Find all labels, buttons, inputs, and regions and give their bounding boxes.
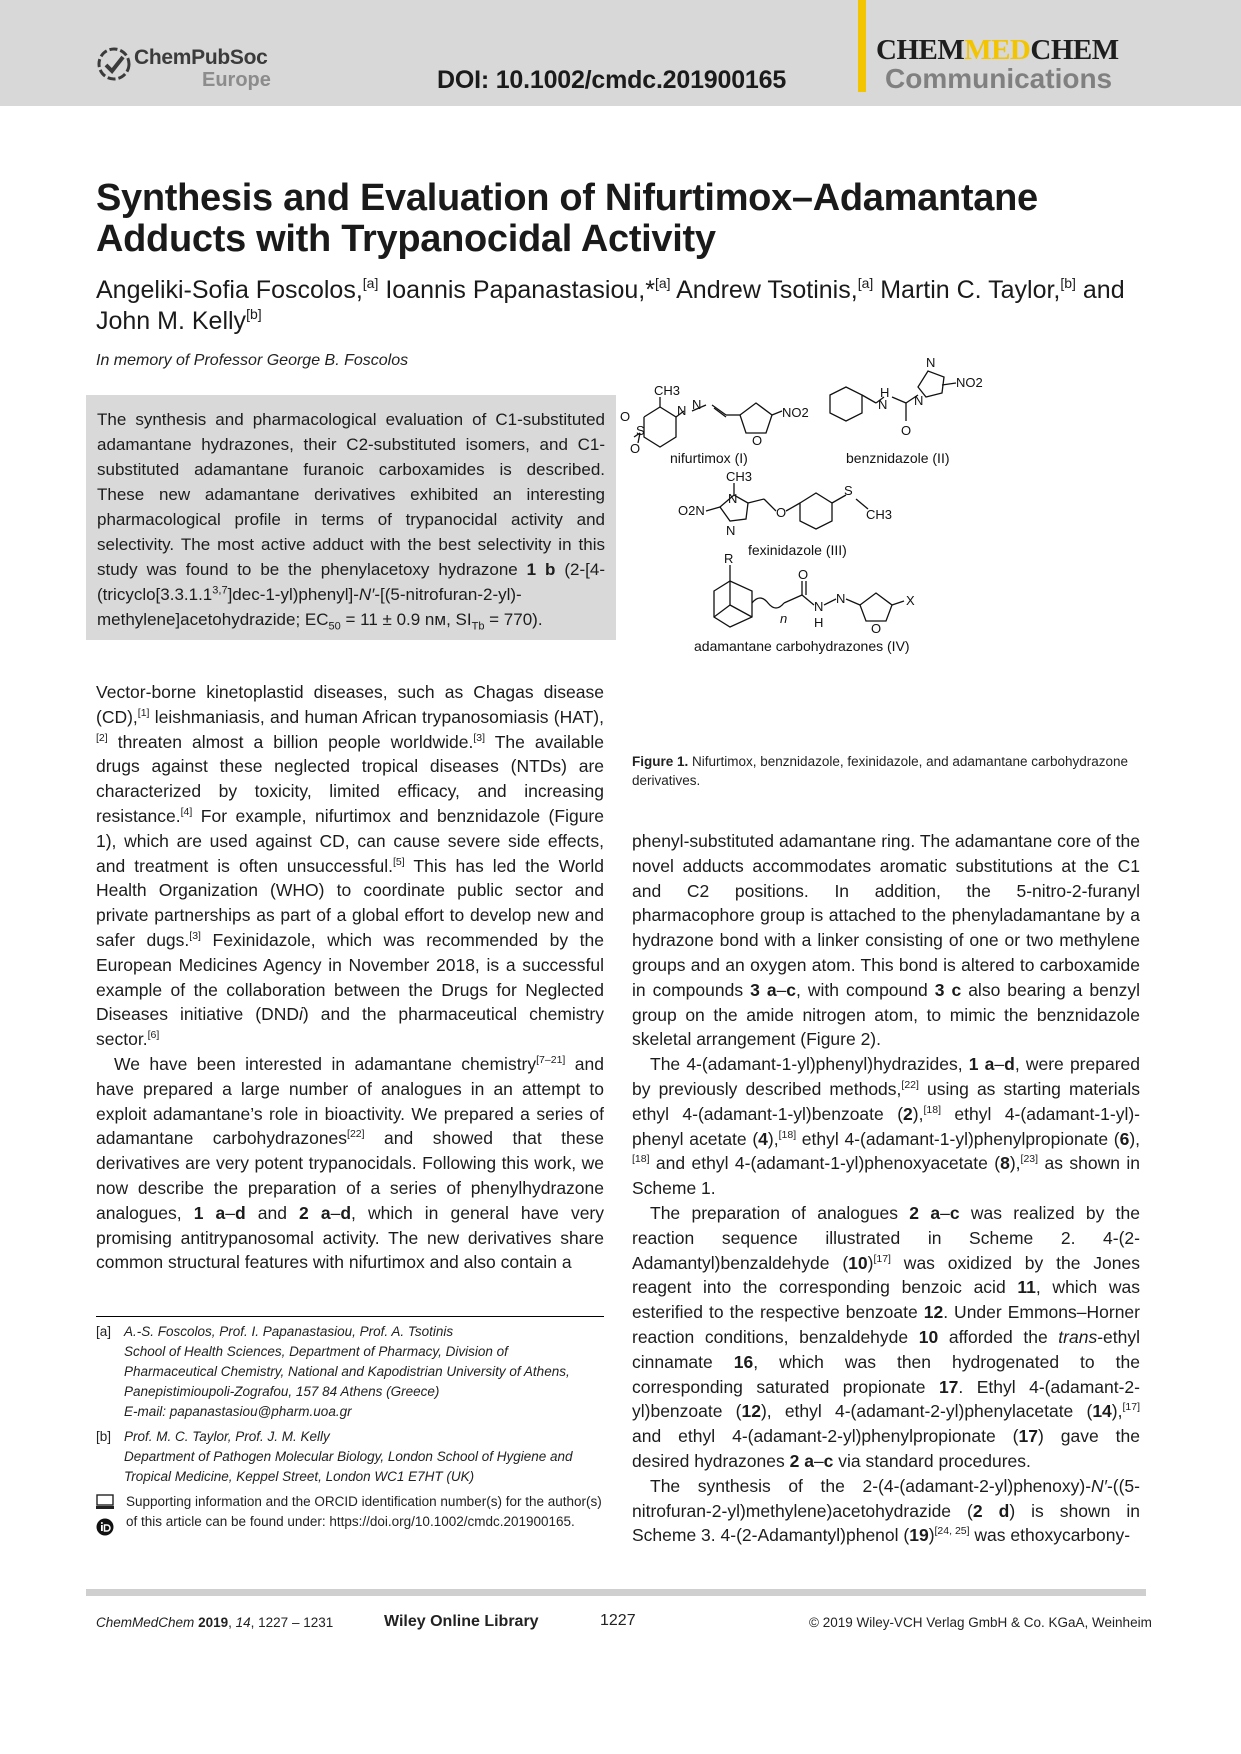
figure-caption xyxy=(632,752,1132,790)
compound-ref: 6 xyxy=(1119,1128,1130,1149)
text-run: ) and the pharmaceutical chemistry sector. xyxy=(96,1004,604,1050)
atom-label: N xyxy=(692,397,702,412)
text-run-italic: N′ xyxy=(1091,1475,1107,1496)
author: Ioannis Papanastasiou,* xyxy=(378,276,655,304)
atom-label: N xyxy=(728,491,738,506)
citation[interactable]: [23] xyxy=(1020,1153,1039,1166)
atom-label: N xyxy=(878,397,888,412)
text-run: ethyl 4-(adamant-1-yl)-phenyl acetate ( xyxy=(632,1103,1140,1149)
text-run: Fexinidazole, which was recommended by the European Medicines Agency in November 2018, is a successful example of the collaboration between the Drugs for Neglected Diseases initiative (DND xyxy=(96,929,604,1025)
citation[interactable]: [17] xyxy=(873,1252,891,1265)
citation[interactable]: [2] xyxy=(96,731,108,744)
publisher-name: ChemPubSoc xyxy=(134,46,268,69)
compound-ref: 19 xyxy=(909,1525,929,1546)
author: Martin C. Taylor, xyxy=(873,276,1061,304)
text-run: ) gave the desired hydrazones xyxy=(632,1426,1140,1471)
footer-journal: ChemMedChem xyxy=(96,1615,195,1630)
atom-label: N xyxy=(926,355,936,370)
compound-ref: 1 a xyxy=(968,1054,995,1075)
atom-label: X xyxy=(906,593,915,608)
affiliation-names: A.-S. Foscolos, Prof. I. Papanastasiou, Prof. A. Tsotinis xyxy=(124,1324,454,1339)
atom-label: N xyxy=(726,523,736,538)
text-run: and ethyl 4-(adamant-2-yl)phenylpropionate ( xyxy=(632,1426,1019,1447)
compound-ref: 16 xyxy=(733,1351,754,1372)
abstract-superscript: 3,7 xyxy=(212,584,228,597)
atom-label: NO2 xyxy=(782,405,809,420)
text-run: – xyxy=(225,1202,235,1223)
journal-section: Communications xyxy=(885,63,1113,94)
compound-ref: c xyxy=(949,1202,960,1223)
page-number: 1227 xyxy=(600,1612,636,1629)
orcid-icon[interactable] xyxy=(96,1518,114,1536)
figure-caption-text: Nifurtimox, benznidazole, fexinidazole, and adamantane carbohydrazone derivatives. xyxy=(632,754,1129,788)
body-paragraph xyxy=(632,829,1140,1052)
text-run-italic: trans xyxy=(1058,1326,1098,1347)
compound-ref: d xyxy=(340,1202,352,1223)
citation[interactable]: [1] xyxy=(137,706,150,719)
affiliation-a xyxy=(96,1322,606,1422)
text-run: , were prepared by previously described methods, xyxy=(632,1054,1140,1099)
chempubsoc-logo xyxy=(96,42,296,98)
text-run: . Ethyl 4-(adamant-2-yl)benzoate ( xyxy=(632,1376,1140,1422)
footer-year: 2019 xyxy=(198,1615,229,1630)
abstract-segment: = 770). xyxy=(484,610,543,629)
abstract-box xyxy=(86,395,616,640)
journal-accent-bar xyxy=(858,0,866,92)
journal-name-part2: MED xyxy=(964,34,1031,66)
abstract-segment: The synthesis and pharmacological evaluation of C1-substituted adamantane hydrazones, their C2-substituted isomers, and C1-substituted adamantane furanoic carboxamides is described. These new adamantane derivatives exhibited an interesting pharmacological profile in terms of trypanocidal activity and selectivity. The most active adduct with the best selectivity in this study was found to be the phenylacetoxy hydrazone xyxy=(97,410,605,579)
compound-ref: c xyxy=(786,979,797,1000)
text-run: and xyxy=(245,1202,300,1223)
affiliations-divider xyxy=(96,1316,604,1317)
compound-ref: 1 a xyxy=(193,1202,226,1223)
text-run-italic: i xyxy=(299,1004,303,1025)
text-run: For example, nifurtimox and benznidazole (Figure 1), which are used against CD, can cause severe side effects, and treatment is often unsuccessful. xyxy=(96,805,604,876)
article-title: Synthesis and Evaluation of Nifurtimox–Adamantane Adducts with Trypanocidal Activity xyxy=(96,177,1038,260)
compound-ref: 12 xyxy=(741,1401,761,1422)
text-run: , which was esterified to the respective benzoate xyxy=(632,1277,1140,1323)
compound-ref: 4 xyxy=(758,1128,768,1149)
compound-ref: 1 b xyxy=(526,560,556,579)
compound-ref: 10 xyxy=(918,1326,939,1347)
atom-label: N xyxy=(677,403,687,418)
text-run: The preparation of analogues xyxy=(650,1202,910,1223)
affiliation-tag: [b] xyxy=(96,1429,112,1444)
author-list xyxy=(96,275,1156,337)
atom-label: O xyxy=(630,441,641,456)
citation[interactable]: [3] xyxy=(473,731,486,744)
compound-ref: 17 xyxy=(938,1376,959,1397)
atom-label: O xyxy=(798,567,809,582)
text-run: ) xyxy=(867,1252,874,1273)
text-run: ), xyxy=(1111,1401,1123,1422)
atom-label: CH3 xyxy=(654,383,681,398)
text-run: and ethyl 4-(adamant-1-yl)phenoxyacetate ( xyxy=(649,1153,1001,1174)
author: and John M. Kelly xyxy=(96,276,1125,335)
author: Andrew Tsotinis, xyxy=(670,276,858,304)
body-paragraph xyxy=(632,1052,1140,1201)
text-run: – xyxy=(940,1202,950,1223)
compound-ref: 14 xyxy=(1092,1401,1112,1422)
atom-label: R xyxy=(724,551,734,566)
compound-ref: 3 a xyxy=(750,979,777,1000)
affiliation-names: Prof. M. C. Taylor, Prof. J. M. Kelly xyxy=(124,1429,330,1444)
text-run: ), xyxy=(1009,1153,1021,1174)
text-run: afforded the xyxy=(938,1326,1059,1347)
body-paragraph xyxy=(96,1052,604,1275)
atom-label: O xyxy=(620,409,631,424)
text-run: was realized by the reaction sequence illustrated in Scheme 2. 4-(2-Adamantyl)benzaldehyde ( xyxy=(632,1202,1141,1273)
citation[interactable]: [18] xyxy=(778,1128,797,1141)
footer-citation: ChemMedChem 2019, 14, 1227 – 1231 xyxy=(96,1615,334,1630)
author-affiliation: [a] xyxy=(654,275,671,291)
body-column-right xyxy=(632,829,1140,1548)
chempubsoc-emblem-icon xyxy=(96,46,132,82)
doi[interactable]: DOI: 10.1002/cmdc.201900165 xyxy=(437,66,787,94)
citation[interactable]: [6] xyxy=(147,1029,160,1042)
text-run: This has led the World Health Organization (WHO) to coordinate public sector and private partnerships as part of a global effort to develop new and safer dugs. xyxy=(96,855,604,950)
atom-label: N xyxy=(836,591,846,606)
journal-name-part1: CHEM xyxy=(876,34,965,66)
chemical-structures-drawing xyxy=(620,355,1150,730)
text-run: – xyxy=(813,1450,824,1471)
text-run: also bearing a benzyl group on the amide nitrogen atom, to mimic the benznidazole skeletal arrangement (Figure 2). xyxy=(632,979,1140,1050)
atom-label: O2N xyxy=(678,503,705,518)
citation[interactable]: [5] xyxy=(392,855,405,868)
atom-label: O xyxy=(752,433,763,448)
body-column-left xyxy=(96,680,604,1275)
compound-ref: 17 xyxy=(1018,1426,1038,1447)
author-affiliation: [b] xyxy=(1060,275,1076,291)
journal-name-part3: CHEM xyxy=(1030,34,1119,66)
compound-ref: 8 xyxy=(1000,1153,1010,1174)
text-run: – xyxy=(776,979,787,1000)
abstract-segment: = 11 ± 0.9 nм, SI xyxy=(340,610,472,629)
text-run: via standard procedures. xyxy=(833,1450,1031,1471)
text-run: Vector-borne kinetoplastid diseases, such as Chagas disease (CD), xyxy=(96,682,604,727)
compound-ref: 11 xyxy=(1017,1277,1036,1298)
compound-ref: 10 xyxy=(848,1252,868,1273)
author: Angeliki-Sofia Foscolos, xyxy=(96,276,363,304)
citation[interactable]: [3] xyxy=(189,929,201,942)
citation[interactable]: [22] xyxy=(347,1128,365,1141)
affiliation-body xyxy=(124,1427,604,1487)
dedication: In memory of Professor George B. Foscolos xyxy=(96,352,409,369)
wiley-online-library-link[interactable]: Wiley Online Library xyxy=(384,1613,539,1630)
atom-label: S xyxy=(844,483,853,498)
affiliation-tag: [a] xyxy=(96,1324,112,1339)
atom-label: NO2 xyxy=(956,375,983,390)
citation[interactable]: [18] xyxy=(923,1103,941,1116)
supporting-icons xyxy=(96,1494,116,1542)
abstract-subscript: Tb xyxy=(471,620,485,633)
citation[interactable]: [7–21] xyxy=(536,1053,566,1066)
text-run: phenyl-substituted adamantane ring. The adamantane core of the novel adducts accommodates aromatic substitutions at the C1 and C2 positions. In addition, the 5-nitro-2-furanyl pharmacophore group is attached to the phenyladamantane by a hydrazone bond with a linker consisting of one or two methylene groups and an oxygen atom. This bond is altered to carboxamide in compounds xyxy=(632,831,1140,1000)
text-run: -ethyl cinnamate xyxy=(632,1326,1140,1372)
author-affiliation: [b] xyxy=(246,306,262,322)
publisher-region: Europe xyxy=(202,69,271,91)
text-run: ), xyxy=(1129,1128,1141,1149)
figure-caption-label: Figure 1. xyxy=(632,754,689,769)
text-run: and showed that these derivatives are very potent trypanocidals. Following this work, we now describe the preparation of a series of phenylhydrazone analogues, xyxy=(96,1128,604,1223)
compound-label: fexinidazole (III) xyxy=(748,542,847,558)
atom-label: N xyxy=(914,393,924,408)
text-run: using as starting materials ethyl 4-(adamant-1-yl)benzoate ( xyxy=(632,1078,1140,1124)
abstract-segment: (2-[4-(tricyclo[3.3.1.1 xyxy=(97,560,606,604)
supporting-info xyxy=(96,1492,606,1552)
citation[interactable]: [24, 25] xyxy=(934,1525,970,1538)
affiliation-department: School of Health Sciences, Department of Pharmacy, Division of Pharmaceutical Chemistry, National and Kapodistrian University of Athens, Panepistimioupoli-Zografou, 157 84 Athens (Greece) xyxy=(124,1344,570,1399)
text-run: , which in general have very promising antitrypanosomal activity. The new derivatives share common structural features with nifurtimox and also contain a xyxy=(96,1202,605,1273)
compound-label: nifurtimox (I) xyxy=(670,450,748,466)
abstract-subscript: 50 xyxy=(328,620,341,633)
text-run: was oxidized by the Jones reagent into the corresponding benzoic acid xyxy=(632,1252,1140,1298)
text-run: – xyxy=(994,1054,1005,1075)
text-run: leishmaniasis, and human African trypanosomiasis (HAT), xyxy=(149,706,604,727)
compound-label: benznidazole (II) xyxy=(846,450,950,466)
compound-ref: d xyxy=(234,1202,246,1223)
text-run: ) xyxy=(928,1525,935,1546)
compound-ref: 2 a xyxy=(909,1202,941,1223)
affiliation-email[interactable]: E-mail: papanastasiou@pharm.uoa.gr xyxy=(124,1404,352,1419)
supporting-info-text[interactable]: Supporting information and the ORCID identification number(s) for the author(s) of this article can be found under: https://doi.org/10.1002/cmdc.201900165. xyxy=(126,1494,602,1529)
compound-ref: 3 c xyxy=(934,979,962,1000)
text-run: The 4-(adamant-1-yl)phenyl)hydrazides, xyxy=(650,1054,969,1075)
atom-label: H xyxy=(880,385,890,400)
text-run: , which was then hydrogenated to the corresponding saturated propionate xyxy=(632,1351,1140,1397)
text-run: ), ethyl 4-(adamant-2-yl)phenylacetate ( xyxy=(760,1401,1093,1422)
text-run: We have been interested in adamantane chemistry xyxy=(114,1053,537,1074)
text-run: . Under Emmons–Horner reaction conditions, benzaldehyde xyxy=(632,1302,1140,1347)
text-run: ), xyxy=(912,1103,924,1124)
copyright: © 2019 Wiley-VCH Verlag GmbH & Co. KGaA, Weinheim xyxy=(809,1615,1152,1630)
abstract-italic: N′ xyxy=(358,585,375,604)
citation[interactable]: [22] xyxy=(901,1078,919,1091)
compound-ref: 2 a xyxy=(789,1450,814,1471)
body-paragraph xyxy=(96,680,604,1052)
atom-label: N xyxy=(814,599,824,614)
text-run: -((5-nitrofuran-2-yl)methylene)acetohydrazide ( xyxy=(632,1475,1140,1521)
atom-label: n xyxy=(780,611,788,626)
atom-label: CH3 xyxy=(726,469,753,484)
author-affiliation: [a] xyxy=(857,275,874,291)
compound-ref: 2 xyxy=(903,1103,913,1124)
atom-label: S xyxy=(636,423,645,438)
citation[interactable]: [18] xyxy=(632,1153,650,1166)
text-run: , with compound xyxy=(796,979,935,1000)
text-run: threaten almost a billion people worldwide. xyxy=(107,731,474,752)
text-run: as shown in Scheme 1. xyxy=(632,1153,1140,1199)
footer-pages: , 1227 – 1231 xyxy=(250,1615,334,1630)
compound-label: adamantane carbohydrazones (IV) xyxy=(694,638,910,654)
text-run: ethyl 4-(adamant-1-yl)phenylpropionate ( xyxy=(796,1128,1120,1149)
text-run: was ethoxycarbony- xyxy=(969,1525,1131,1546)
text-run: The available drugs against these neglected tropical diseases (NTDs) are characterized by toxicity, limited efficacy, and increasing resistance. xyxy=(96,731,605,826)
affiliation-b xyxy=(96,1427,606,1487)
compound-ref: 2 d xyxy=(972,1500,1010,1521)
footer-rule xyxy=(86,1589,1146,1596)
compound-ref: d xyxy=(1004,1054,1015,1075)
compound-ref: c xyxy=(823,1450,834,1471)
figure-1 xyxy=(620,355,1150,730)
body-paragraph xyxy=(632,1474,1140,1548)
body-paragraph xyxy=(632,1201,1140,1474)
footer-volume: 14 xyxy=(235,1615,251,1630)
atom-label: CH3 xyxy=(866,507,893,522)
abstract-segment: -[(5-nitrofuran-2-yl)-methylene]acetohydrazide; EC xyxy=(97,585,522,629)
text-run: and have prepared a large number of analogues in an attempt to exploit adamantane’s role in bioactivity. We prepared a series of adamantane carbohydrazones xyxy=(96,1053,604,1149)
author-affiliation: [a] xyxy=(362,275,379,291)
text-run: – xyxy=(330,1202,341,1223)
citation[interactable]: [4] xyxy=(180,805,193,818)
citation[interactable]: [17] xyxy=(1122,1401,1140,1414)
atom-label: O xyxy=(871,621,882,636)
compound-ref: 2 a xyxy=(299,1202,331,1223)
abstract-segment: ]dec-1-yl)phenyl]- xyxy=(227,585,359,604)
computer-icon xyxy=(96,1494,114,1510)
text-run: The synthesis of the 2-(4-(adamant-2-yl)phenoxy)- xyxy=(650,1475,1092,1496)
atom-label: O xyxy=(901,423,912,438)
atom-label: O xyxy=(776,505,787,520)
compound-ref: 12 xyxy=(923,1302,944,1323)
text-run: ) is shown in Scheme 3. 4-(2-Adamantyl)phenol ( xyxy=(632,1500,1140,1546)
text-run: ), xyxy=(767,1128,779,1149)
affiliation-department: Department of Pathogen Molecular Biology, London School of Hygiene and Tropical Medicine, Keppel Street, London WC1 E7HT (UK) xyxy=(124,1449,573,1484)
affiliation-body xyxy=(124,1322,604,1422)
abstract-text xyxy=(97,407,605,632)
atom-label: H xyxy=(814,615,824,630)
